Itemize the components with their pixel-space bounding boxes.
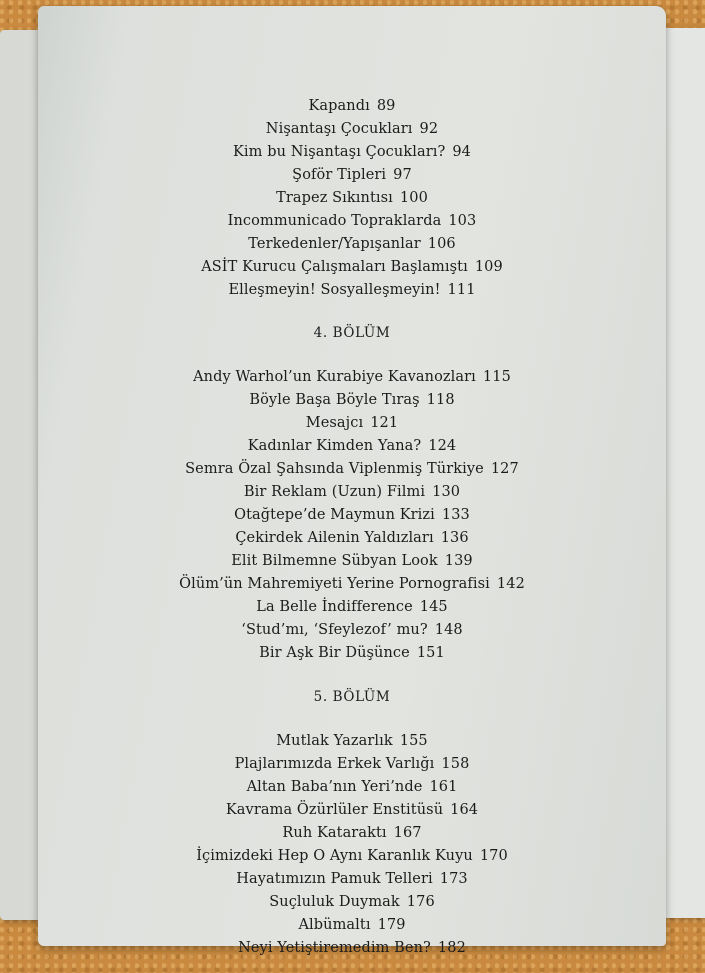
- toc-entry: Bir Aşk Bir Düşünce 151: [259, 645, 445, 661]
- toc-entry: Şoför Tipleri 97: [292, 167, 412, 183]
- toc-entry: Otağtepe’de Maymun Krizi 133: [234, 507, 470, 523]
- toc-entry: Altan Baba’nın Yeri’nde 161: [246, 779, 458, 795]
- toc-entry: İçimizdeki Hep O Aynı Karanlık Kuyu 170: [196, 848, 508, 864]
- section-heading: 4. BÖLÜM: [313, 325, 391, 341]
- toc-entry: Çekirdek Ailenin Yaldızları 136: [235, 530, 469, 546]
- toc-entry: Ölüm’ün Mahremiyeti Yerine Pornografisi 142: [179, 576, 525, 592]
- toc-entry: Nişantaşı Çocukları 92: [265, 121, 439, 137]
- toc-entry: Kim bu Nişantaşı Çocukları? 94: [232, 144, 472, 160]
- toc-entry: Andy Warhol’un Kurabiye Kavanozları 115: [193, 369, 511, 385]
- toc-entry: Kapandı 89: [308, 98, 396, 114]
- toc-entry: Terkedenler/Yapışanlar 106: [248, 236, 456, 252]
- toc-entry: Elleşmeyin! Sosyalleşmeyin! 111: [228, 282, 476, 298]
- toc-entry: ASİT Kurucu Çalışmaları Başlamıştı 109: [201, 259, 503, 275]
- section-heading: 5. BÖLÜM: [313, 689, 391, 705]
- toc-entry: Mutlak Yazarlık 155: [276, 733, 428, 749]
- toc-entry: Mesajcı 121: [305, 415, 399, 431]
- toc-entry: Incommunicado Topraklarda 103: [227, 213, 477, 229]
- toc-entry: Neyi Yetiştiremedim Ben? 182: [238, 940, 466, 956]
- toc-entry: Böyle Başa Böyle Tıraş 118: [249, 392, 455, 408]
- book-page: [38, 6, 666, 956]
- toc-entry: Albümaltı 179: [298, 917, 406, 933]
- toc-entry: Ruh Kataraktı 167: [282, 825, 422, 841]
- toc-entry: La Belle İndifference 145: [256, 599, 448, 615]
- toc-entry: Suçluluk Duymak 176: [269, 894, 435, 910]
- toc-entry: Semra Özal Şahsında Viplenmiş Türkiye 127: [185, 461, 519, 477]
- toc-entry: Hayatımızın Pamuk Telleri 173: [236, 871, 468, 887]
- toc-entry: ‘Stud’mı, ‘Sfeylezof’ mu? 148: [241, 622, 463, 638]
- toc-entry: Plajlarımızda Erkek Varlığı 158: [234, 756, 470, 772]
- toc-entry: Kavrama Özürlüler Enstitüsü 164: [225, 802, 479, 818]
- toc-entry: Elit Bilmemne Sübyan Look 139: [231, 553, 473, 569]
- toc-entry: Bir Reklam (Uzun) Filmi 130: [243, 484, 461, 500]
- toc-entry: Kadınlar Kimden Yana? 124: [247, 438, 457, 454]
- toc-entry: Trapez Sıkıntısı 100: [276, 190, 428, 206]
- table-of-contents: [38, 6, 666, 956]
